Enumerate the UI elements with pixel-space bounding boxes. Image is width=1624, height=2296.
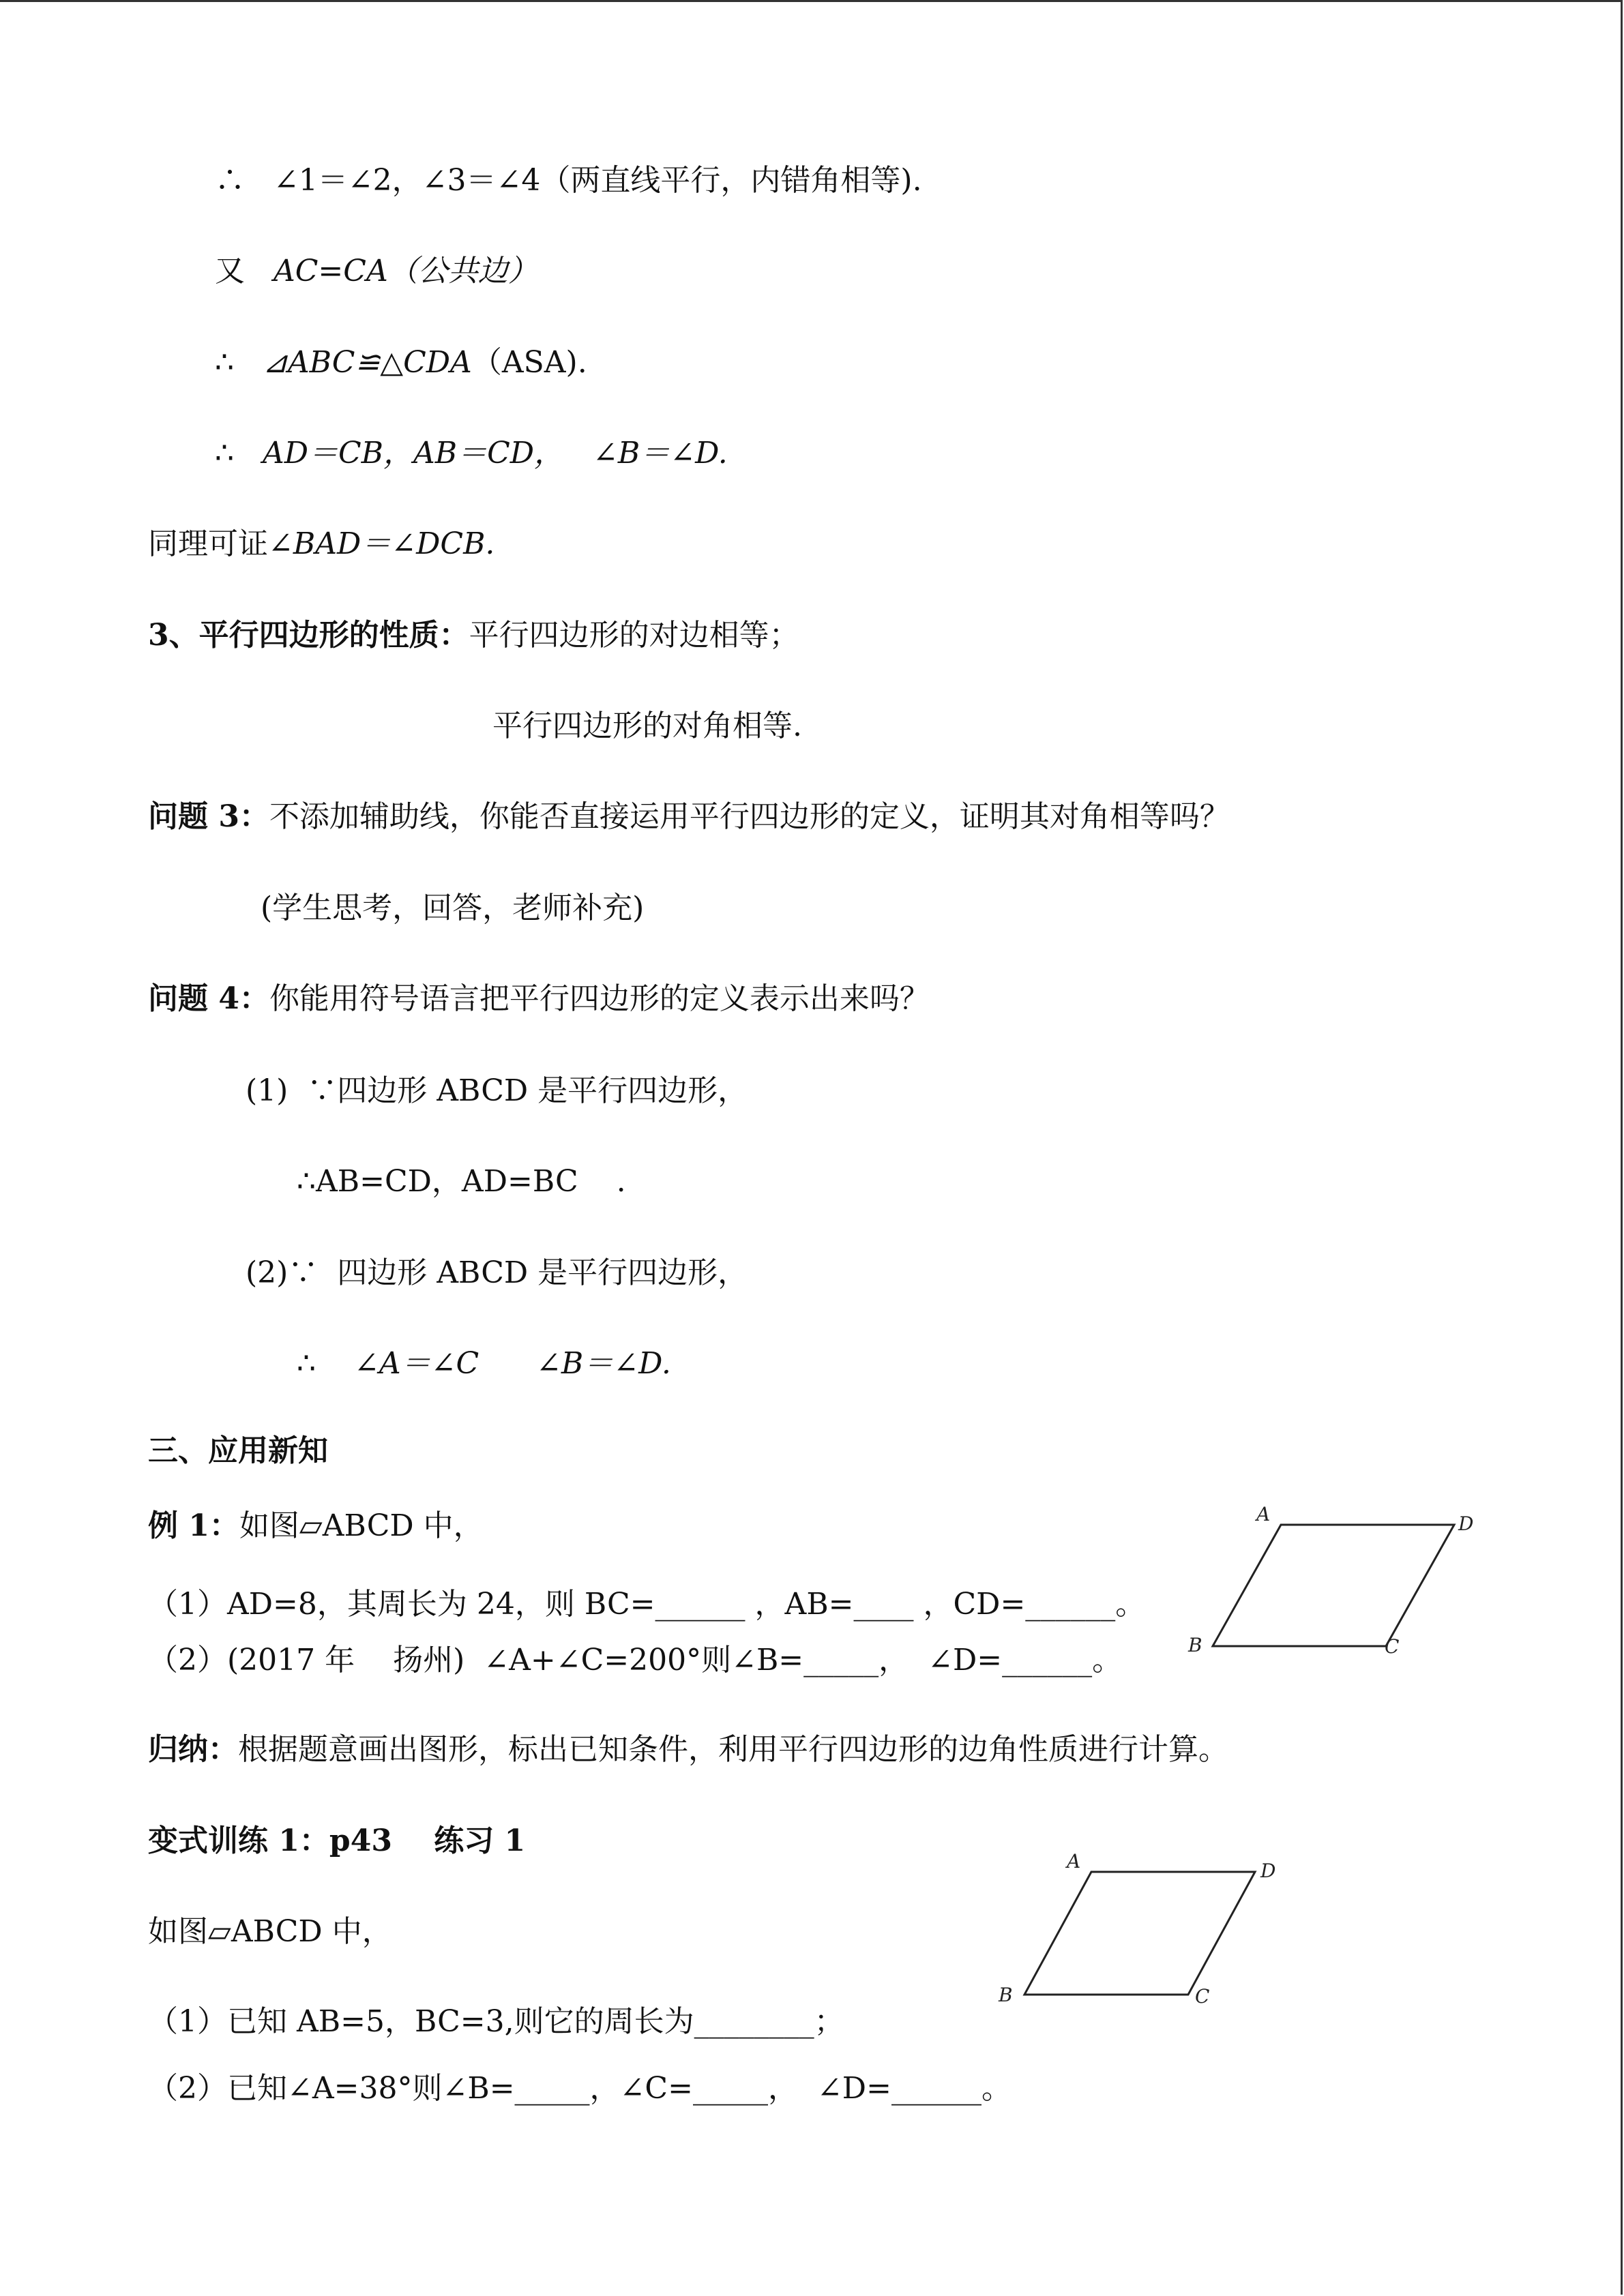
proof-line-5: [148, 524, 494, 565]
summary: [148, 1729, 1228, 1770]
vertex-label-d: D: [1458, 1512, 1474, 1535]
vertex-label-b: B: [1188, 1634, 1202, 1656]
proof-line-5-prefix: 同理可证: [148, 526, 268, 561]
proof-line-2: [215, 251, 538, 292]
summary-text: 根据题意画出图形，标出已知条件，利用平行四边形的边角性质进行计算。: [238, 1732, 1228, 1767]
proof-line-3: [215, 342, 587, 383]
parallelogram-shape: [1024, 1872, 1255, 1995]
vertex-label-c: C: [1385, 1635, 1400, 1658]
property-line-1: 平行四边形的对边相等；: [469, 618, 799, 653]
section-3-title: 三、应用新知: [148, 1433, 328, 1468]
example-1-question-2: （2）(2017 年 扬州) ∠A+∠C=200°则∠B=_____， ∠D=______。: [148, 1643, 1123, 1678]
proof-line-3-prefix: ∴: [215, 345, 263, 380]
summary-label: 归纳：: [148, 1732, 238, 1767]
variant-1-parallelogram: [989, 1845, 1303, 2008]
variant-1-text: 如图▱ABCD 中，: [148, 1914, 392, 1949]
vertex-label-d: D: [1260, 1860, 1276, 1882]
question-4-step-2b: [297, 1343, 671, 1384]
vertex-label-b: B: [999, 1984, 1013, 2006]
vertex-label-a: A: [1256, 1503, 1271, 1525]
proof-line-5-body: ∠BAD＝∠DCB.: [268, 526, 495, 561]
question-4: [148, 979, 930, 1019]
question-4-step-2b-body: ∠A＝∠C ∠B＝∠D.: [353, 1346, 671, 1381]
example-1-label: 例 1：: [148, 1508, 239, 1543]
proof-line-4-prefix: ∴: [215, 436, 263, 471]
variant-1-question-1: （1）已知 AB=5，BC=3,则它的周长为________；: [148, 2004, 844, 2039]
question-3-text: 不添加辅助线，你能否直接运用平行四边形的定义，证明其对角相等吗？: [269, 799, 1230, 834]
question-4-text: 你能用符号语言把平行四边形的定义表示出来吗？: [269, 981, 930, 1016]
property-title: 3、平行四边形的性质：: [148, 618, 469, 653]
vertex-label-c: C: [1195, 1985, 1210, 2008]
property-line-2: 平行四边形的对角相等.: [492, 709, 802, 743]
proof-line-2-body: AC=CA（公共边）: [273, 254, 538, 288]
example-1-question-1: （1）AD=8，其周长为 24，则 BC=______ ，AB=____ ，CD=______。: [148, 1587, 1146, 1622]
question-3-label: 问题 3：: [148, 799, 269, 834]
vertex-label-a: A: [1067, 1850, 1081, 1873]
question-4-step-2a: (2)∵ 四边形 ABCD 是平行四边形，: [246, 1255, 748, 1290]
proof-line-4: [215, 433, 728, 474]
proof-line-3-suffix: （ASA).: [471, 345, 587, 380]
proof-line-3-body: ⊿ABC≌△CDA: [262, 345, 472, 380]
proof-line-1: ∴ ∠1＝∠2，∠3＝∠4（两直线平行，内错角相等).: [215, 163, 922, 198]
question-3-note: (学生思考，回答，老师补充): [261, 891, 645, 925]
question-3: [148, 796, 1230, 837]
proof-line-2-prefix: 又: [215, 254, 274, 288]
example-1-text: 如图▱ABCD 中，: [239, 1508, 484, 1543]
variant-1-title: 变式训练 1：p43 练习 1: [148, 1823, 526, 1858]
property-heading: [148, 615, 799, 656]
example-1-heading: [148, 1506, 484, 1547]
proof-line-4-body: AD＝CB，AB＝CD， ∠B＝∠D.: [262, 436, 728, 471]
question-4-step-1a: (1) ∵四边形 ABCD 是平行四边形，: [246, 1073, 748, 1108]
question-4-step-1b: ∴AB=CD，AD=BC .: [297, 1164, 626, 1199]
question-4-step-2b-prefix: ∴: [297, 1346, 354, 1381]
example-1-parallelogram: [1180, 1500, 1480, 1664]
parallelogram-shape: [1213, 1525, 1454, 1646]
variant-1-question-2: （2）已知∠A=38°则∠B=_____，∠C=_____， ∠D=______。: [148, 2071, 1012, 2106]
question-4-label: 问题 4：: [148, 981, 269, 1016]
